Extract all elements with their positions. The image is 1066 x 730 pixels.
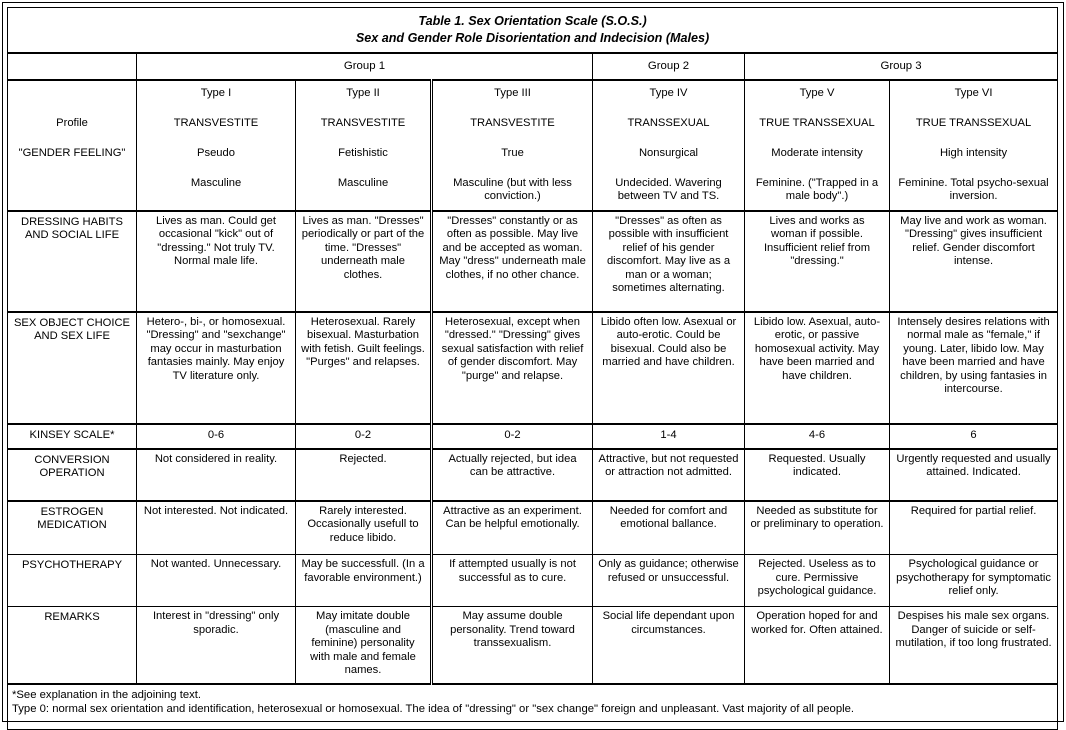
- row-header-dressing: DRESSING HABITS AND SOCIAL LIFE: [8, 211, 137, 312]
- type-1-subtype: Pseudo: [197, 146, 235, 159]
- type-3-profile: [432, 80, 593, 211]
- estrogen-type-5-cell: Needed as substitute for or preliminary to operation.: [745, 501, 890, 555]
- remarks-type-3-cell: May assume double personality. Trend toward transsexualism.: [432, 607, 593, 684]
- row-header-profile: [8, 80, 137, 211]
- psychotherapy-type-2-cell: May be successfull. (In a favorable environment.): [296, 555, 432, 607]
- type-1-label: Type I: [200, 86, 232, 99]
- dressing-type-1-cell: Lives as man. Could get occasional "kick" out of "dressing." Not truly TV. Normal male life.: [137, 211, 296, 312]
- type-2-profile: [296, 80, 432, 211]
- conversion-type-2-cell: Rejected.: [296, 449, 432, 501]
- kinsey-type-6-cell: 6: [890, 424, 1058, 449]
- dressing-type-3-cell: "Dresses" constantly or as often as possible. May live and be accepted as woman. May "dress" underneath male clothes, if no other chance.: [432, 211, 593, 312]
- type-1-profile: [137, 80, 296, 211]
- estrogen-type-1-cell: Not interested. Not indicated.: [137, 501, 296, 555]
- conversion-type-5-cell: Requested. Usually indicated.: [745, 449, 890, 501]
- sos-table: [7, 7, 1058, 730]
- sex-object-type-3-cell: Heterosexual, except when "dressed." "Dressing" gives sexual satisfaction with relief of gender discomfort. May "purge" and relapse.: [432, 312, 593, 424]
- row-header-estrogen: ESTROGEN MEDICATION: [8, 501, 137, 555]
- type-3-subtype: True: [501, 146, 524, 159]
- type-5-subtype: Moderate intensity: [771, 146, 863, 159]
- remarks-type-5-cell: Operation hoped for and worked for. Often attained.: [745, 607, 890, 684]
- dressing-type-6-cell: May live and work as woman. "Dressing" gives insufficient relief. Gender discomfort intense.: [890, 211, 1058, 312]
- group-row-spacer: [8, 53, 137, 80]
- type-4-feeling: Undecided. Wavering between TV and TS.: [615, 176, 722, 203]
- gender-feeling-label: "GENDER FEELING": [18, 146, 126, 159]
- group-2-header: Group 2: [593, 53, 745, 80]
- type-1-category: TRANSVESTITE: [173, 116, 259, 129]
- row-header-remarks: REMARKS: [8, 607, 137, 684]
- estrogen-type-6-cell: Required for partial relief.: [890, 501, 1058, 555]
- sex-object-type-6-cell: Intensely desires relations with normal male as "female," if young. Later, libido low. May have been married and have children, by using fantasies in intercourse.: [890, 312, 1058, 424]
- page-frame: [2, 2, 1064, 722]
- psychotherapy-type-3-cell: If attempted usually is not successful as to cure.: [432, 555, 593, 607]
- psychotherapy-type-4-cell: Only as guidance; otherwise refused or unsuccessful.: [593, 555, 745, 607]
- type-6-profile: [890, 80, 1058, 211]
- row-header-kinsey: KINSEY SCALE*: [8, 424, 137, 449]
- remarks-type-6-cell: Despises his male sex organs. Danger of suicide or self-mutilation, if too long frustrated.: [890, 607, 1058, 684]
- table-title-line1: Table 1. Sex Orientation Scale (S.O.S.): [418, 14, 647, 28]
- type-1-feeling: Masculine: [190, 176, 242, 189]
- estrogen-type-2-cell: Rarely interested. Occasionally usefull to reduce libido.: [296, 501, 432, 555]
- row-header-psychotherapy: PSYCHOTHERAPY: [8, 555, 137, 607]
- conversion-type-4-cell: Attractive, but not requested or attraction not admitted.: [593, 449, 745, 501]
- type-2-feeling: Masculine: [337, 176, 389, 189]
- type-4-category: TRANSSEXUAL: [627, 116, 710, 129]
- estrogen-type-4-cell: Needed for comfort and emotional ballance.: [593, 501, 745, 555]
- psychotherapy-type-5-cell: Rejected. Useless as to cure. Permissive psychological guidance.: [745, 555, 890, 607]
- type-5-feeling: Feminine. ("Trapped in a male body".): [755, 176, 879, 203]
- row-header-conversion: CONVERSION OPERATION: [8, 449, 137, 501]
- dressing-type-4-cell: "Dresses" as often as possible with insufficient relief of his gender discomfort. May live as a man or a woman; sometimes alternating.: [593, 211, 745, 312]
- table-title: [8, 8, 1058, 53]
- kinsey-type-5-cell: 4-6: [745, 424, 890, 449]
- type-3-feeling: Masculine (but with less conviction.): [453, 176, 572, 203]
- psychotherapy-type-6-cell: Psychological guidance or psychotherapy for symptomatic relief only.: [890, 555, 1058, 607]
- profile-label: Profile: [56, 116, 88, 129]
- type-5-category: TRUE TRANSSEXUAL: [759, 116, 875, 129]
- sex-object-type-4-cell: Libido often low. Asexual or auto-erotic. Could be bisexual. Could also be married and have children.: [593, 312, 745, 424]
- type-3-label: Type III: [494, 86, 531, 99]
- table-title-line2: Sex and Gender Role Disorientation and Indecision (Males): [355, 31, 710, 45]
- remarks-type-2-cell: May imitate double (masculine and feminine) personality with male and female names.: [296, 607, 432, 684]
- type-2-subtype: Fetishistic: [338, 146, 388, 159]
- type-4-subtype: Nonsurgical: [638, 146, 699, 159]
- type-6-subtype: High intensity: [939, 146, 1008, 159]
- dressing-type-2-cell: Lives as man. "Dresses" periodically or part of the time. "Dresses" underneath male clothes.: [296, 211, 432, 312]
- type-2-category: TRANSVESTITE: [320, 116, 406, 129]
- kinsey-type-1-cell: 0-6: [137, 424, 296, 449]
- row-header-sex-object: SEX OBJECT CHOICE AND SEX LIFE: [8, 312, 137, 424]
- group-3-header: Group 3: [745, 53, 1058, 80]
- sex-object-type-1-cell: Hetero-, bi-, or homosexual. "Dressing" and "sexchange" may occur in masturbation fantasies mainly. May enjoy TV literature only.: [137, 312, 296, 424]
- sex-object-type-2-cell: Heterosexual. Rarely bisexual. Masturbation with fetish. Guilt feelings. "Purges" and relapses.: [296, 312, 432, 424]
- kinsey-type-4-cell: 1-4: [593, 424, 745, 449]
- conversion-type-6-cell: Urgently requested and usually attained. Indicated.: [890, 449, 1058, 501]
- footnotes: [8, 684, 1058, 730]
- psychotherapy-type-1-cell: Not wanted. Unnecessary.: [137, 555, 296, 607]
- group-1-header: Group 1: [137, 53, 593, 80]
- kinsey-type-3-cell: 0-2: [432, 424, 593, 449]
- remarks-type-4-cell: Social life dependant upon circumstances.: [593, 607, 745, 684]
- dressing-type-5-cell: Lives and works as woman if possible. Insufficient relief from "dressing.": [745, 211, 890, 312]
- type-6-feeling: Feminine. Total psycho-sexual inversion.: [898, 176, 1049, 203]
- type-6-label: Type VI: [954, 86, 993, 99]
- type-5-label: Type V: [799, 86, 835, 99]
- sex-object-type-5-cell: Libido low. Asexual, auto-erotic, or passive homosexual activity. May have been married and have children.: [745, 312, 890, 424]
- type-6-category: TRUE TRANSSEXUAL: [915, 116, 1032, 129]
- kinsey-type-2-cell: 0-2: [296, 424, 432, 449]
- estrogen-type-3-cell: Attractive as an experiment. Can be helpful emotionally.: [432, 501, 593, 555]
- footnote-kinsey: *See explanation in the adjoining text.: [12, 688, 202, 701]
- footnote-type-0: Type 0: normal sex orientation and identification, heterosexual or homosexual. The idea of "dressing" or "sex change" foreign and unpleasant. Vast majority of all people.: [12, 703, 855, 715]
- type-5-profile: [745, 80, 890, 211]
- type-2-label: Type II: [346, 86, 380, 99]
- conversion-type-3-cell: Actually rejected, but idea can be attractive.: [432, 449, 593, 501]
- type-4-label: Type IV: [649, 86, 688, 99]
- type-4-profile: [593, 80, 745, 211]
- remarks-type-1-cell: Interest in "dressing" only sporadic.: [137, 607, 296, 684]
- type-3-category: TRANSVESTITE: [470, 116, 555, 129]
- conversion-type-1-cell: Not considered in reality.: [137, 449, 296, 501]
